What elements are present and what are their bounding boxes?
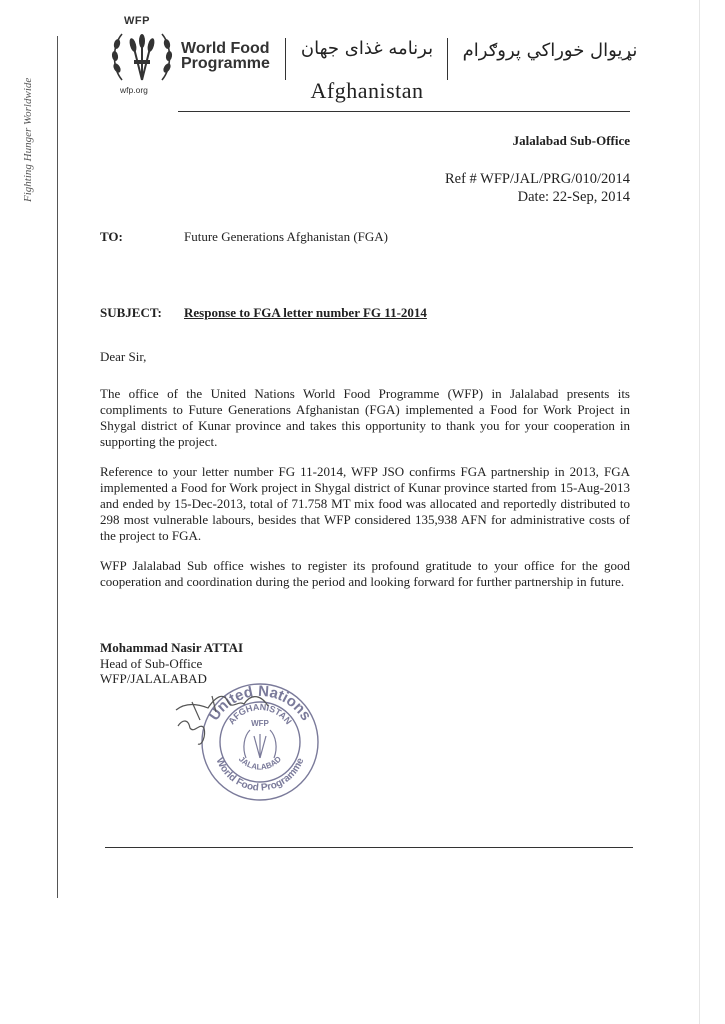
recipient: Future Generations Afghanistan (FGA) <box>184 229 388 244</box>
left-margin-rule <box>57 36 58 898</box>
footer-rule <box>105 847 633 848</box>
organization-name-line1: World Food <box>181 40 270 57</box>
to-label: TO: <box>100 229 123 244</box>
tagline-text: Fighting Hunger Worldwide <box>22 77 34 202</box>
letterhead-divider <box>285 38 286 80</box>
side-tagline <box>20 42 38 302</box>
stamp-outer-text: United Nations <box>205 682 315 724</box>
body-paragraph: Reference to your letter number FG 11-2014, WFP JSO confirms FGA partnership in 2013, FGA implemented a Food for Work project in Shygal district of Kunar province started from 15-Aug-2013 and ended by 15-Dec-2013, total of 71.758 MT mix food was allocated and reportedly distributed to 298 most vulnerable labours, besides that WFP considered 135,938 AFN for administrative costs of the project to FGA. <box>100 464 630 543</box>
stamp-center-text: WFP <box>251 719 269 728</box>
subject-text: Response to FGA letter number FG 11-2014 <box>184 305 427 320</box>
stamp-emblem-icon <box>244 730 276 758</box>
dari-name: برنامه غذای جهان <box>300 38 434 59</box>
country-name: Afghanistan <box>310 78 424 103</box>
header-rule <box>178 111 630 112</box>
pashto-name: نړیوال خوراکي پروګرام <box>462 40 638 61</box>
wfp-emblem-icon <box>108 24 176 90</box>
stamp-bottom-text: World Food Programme <box>213 756 307 794</box>
body-paragraph: The office of the United Nations World Food Programme (WFP) in Jalalabad presents its compliments to Future Generations Afghanistan (FGA) implemented a Food for Work Project in Shygal district of Kunar province and takes this opportunity to thank you for your cooperation in supporting the project. <box>100 386 630 449</box>
organization-name <box>181 41 270 71</box>
letterhead-divider <box>447 38 448 80</box>
body-paragraph: WFP Jalalabad Sub office wishes to register its profound gratitude to your office for the good cooperation and coordination during the period and looking forward for further partnership in future. <box>100 558 630 589</box>
wfp-abbrev: WFP <box>124 15 150 27</box>
signatory-name: Mohammad Nasir ATTAI <box>100 640 244 655</box>
signatory-title: Head of Sub-Office <box>100 656 203 671</box>
signatory-office: WFP/JALALABAD <box>100 671 207 686</box>
stamp-inner-top-text: AFGHANISTAN <box>226 701 294 727</box>
stamp-inner-bottom-text: JALALABAD <box>236 754 284 772</box>
website-text: wfp.org <box>120 85 148 95</box>
organization-name-line2: Programme <box>181 55 270 72</box>
letter-date: Date: 22-Sep, 2014 <box>517 189 630 205</box>
right-edge-rule <box>699 0 700 1024</box>
official-stamp <box>172 662 348 810</box>
reference-number: Ref # WFP/JAL/PRG/010/2014 <box>444 171 630 187</box>
subject-label: SUBJECT: <box>100 305 162 320</box>
salutation: Dear Sir, <box>100 349 147 364</box>
sub-office-name: Jalalabad Sub-Office <box>512 133 630 148</box>
